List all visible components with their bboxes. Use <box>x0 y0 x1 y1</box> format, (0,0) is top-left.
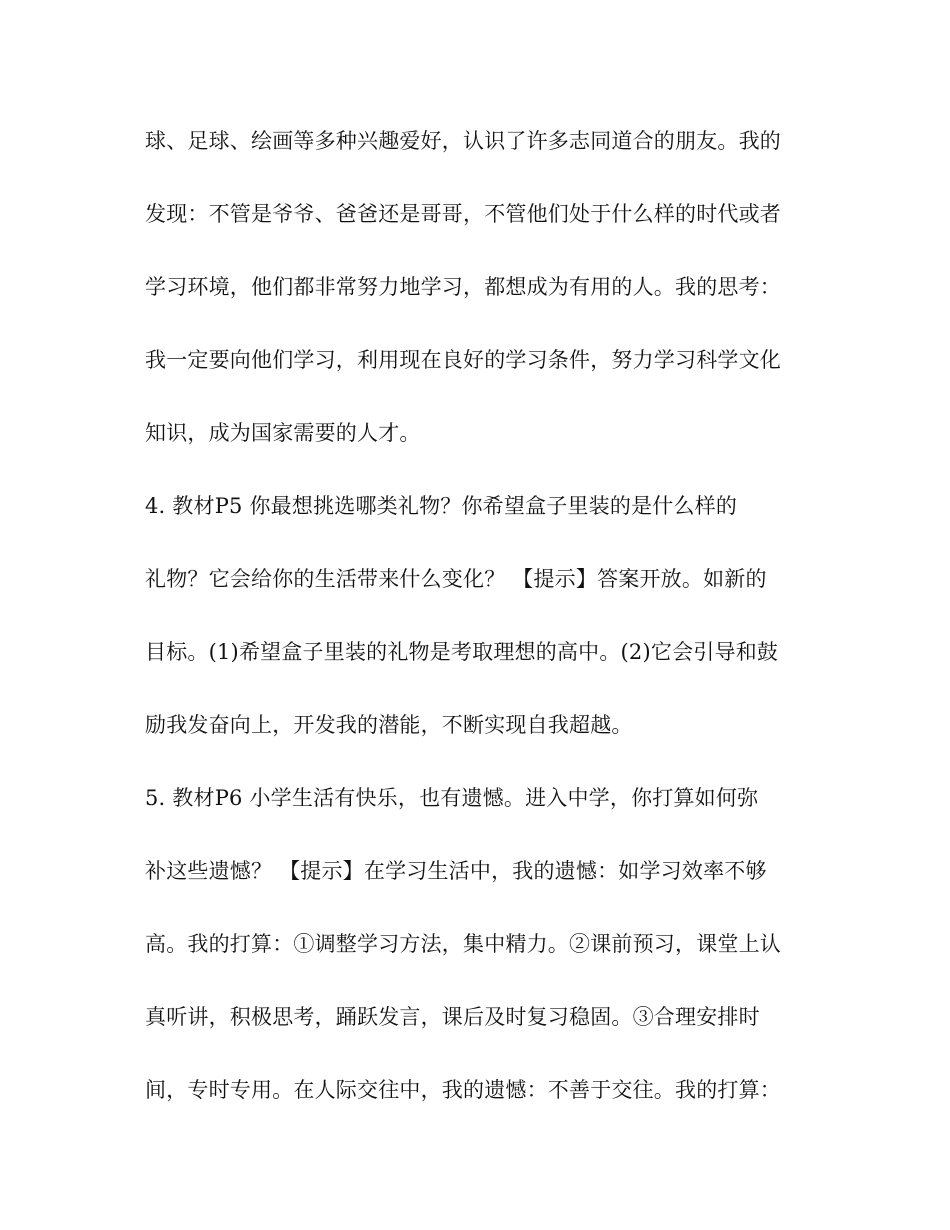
text-line: 学习环境，他们都非常努力地学习，都想成为有用的人。我的思考： <box>145 275 781 299</box>
text-line: 间，专时专用。在人际交往中，我的遗憾：不善于交往。我的打算： <box>145 1078 781 1102</box>
text-line: 高。我的打算：①调整学习方法，集中精力。②课前预习，课堂上认 <box>145 932 781 956</box>
text-line: 励我发奋向上，开发我的潜能，不断实现自我超越。 <box>145 713 633 737</box>
text-line: 我一定要向他们学习，利用现在良好的学习条件，努力学习科学文化 <box>145 348 781 372</box>
text-line: 发现：不管是爷爷、爸爸还是哥哥，不管他们处于什么样的时代或者 <box>145 202 781 226</box>
text-line: 礼物？它会给你的生活带来什么变化？ 【提示】答案开放。如新的 <box>145 567 767 591</box>
text-line: 目标。(1)希望盒子里装的礼物是考取理想的高中。(2)它会引导和鼓 <box>145 640 779 664</box>
text-line: 知识，成为国家需要的人才。 <box>145 421 421 445</box>
question-4-line: 4. 教材P5 你最想挑选哪类礼物？你希望盒子里装的是什么样的 <box>145 494 738 518</box>
question-5-line: 5. 教材P6 小学生活有快乐，也有遗憾。进入中学，你打算如何弥 <box>145 786 759 810</box>
text-line: 真听讲，积极思考，踊跃发言，课后及时复习稳固。③合理安排时 <box>145 1005 760 1029</box>
text-line: 补这些遗憾？ 【提示】在学习生活中，我的遗憾：如学习效率不够 <box>145 859 767 883</box>
text-line: 球、足球、绘画等多种兴趣爱好，认识了许多志同道合的朋友。我的 <box>145 129 781 153</box>
